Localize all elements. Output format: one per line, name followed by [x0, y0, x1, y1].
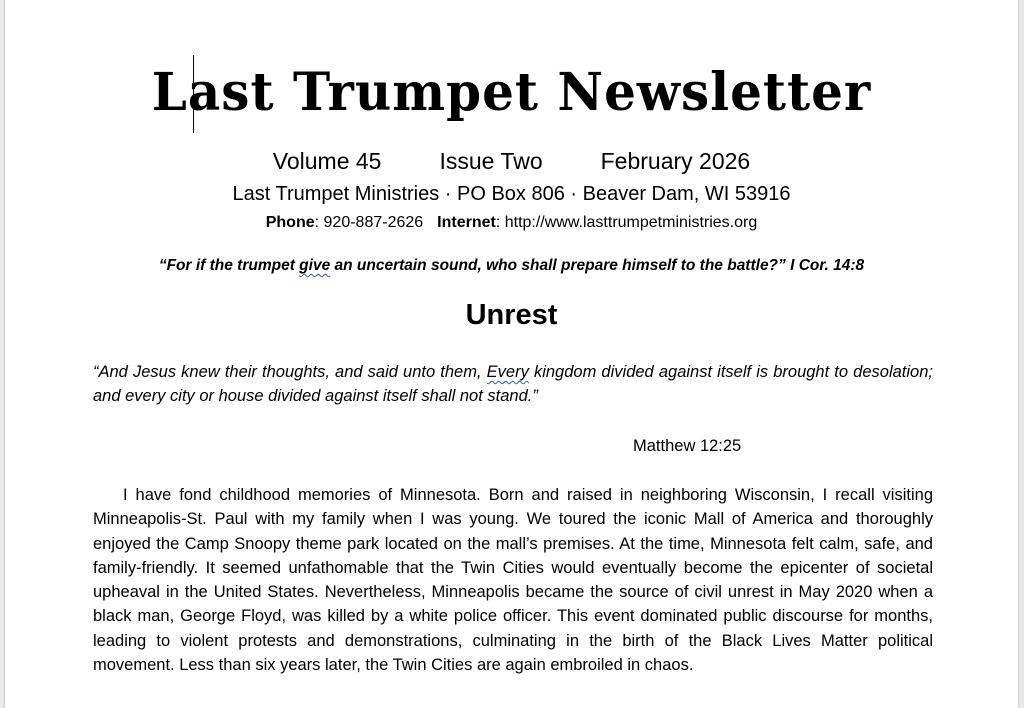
epigraph-text-end: kingdom divided against itself is brought to desolation; and every city or house divided against itself shall not stand.”	[93, 363, 933, 405]
ministry-address: Last Trumpet Ministries · PO Box 806 · Beaver Dam, WI 53916	[232, 183, 791, 205]
volume-label: Volume 45	[272, 148, 382, 174]
phone-number: : 920-887-2626	[314, 214, 424, 231]
newsletter-masthead: Last Trumpet Newsletter	[151, 60, 872, 123]
date-label: February 2026	[600, 148, 751, 174]
phone-label: Phone	[265, 214, 315, 231]
motto-text-start: “For if the trumpet	[158, 257, 300, 274]
internet-label: Internet	[437, 214, 496, 231]
spellcheck-flag-give[interactable]: give	[299, 257, 331, 274]
body-paragraph: I have fond childhood memories of Minnesota. Born and raised in neighboring Wisconsin, I recall visiting Minneapolis-St. Paul with my family when I was young. We toured the iconic Mall of America and thoroughly enjoyed the Camp Snoopy theme park located on the mall’s premises. At the time, Minnesota felt calm, safe, and family-friendly. It seemed unfathomable that the Twin Cities would eventually become the epicenter of societal upheaval in the United States. Nevertheless, Minneapolis became the source of civil unrest in May 2020 when a black man, George Floyd, was killed by a white police officer. This event dominated public discourse for months, leading to violent protests and demonstrations, culminating in the birth of the Black Lives Matter political movement. Less than six years later, the Twin Cities are again embroiled in chaos.	[93, 486, 933, 675]
issue-line	[5, 146, 1018, 176]
epigraph-text-start: “And Jesus knew their thoughts, and said unto them,	[93, 363, 487, 381]
document-page[interactable]	[4, 0, 1019, 708]
epigraph-quote	[93, 360, 933, 408]
spellcheck-flag-every[interactable]: Every	[486, 363, 529, 381]
motto-text-end: an uncertain sound, who shall prepare himself to the battle?” I Cor. 14:8	[330, 257, 865, 274]
issue-label: Issue Two	[439, 148, 543, 174]
scripture-reference: Matthew 12:25	[633, 437, 742, 455]
website-url: : http://www.lasttrumpetministries.org	[495, 214, 758, 231]
article-title: Unrest	[465, 299, 558, 331]
contact-line	[5, 212, 1018, 234]
article-body	[93, 483, 933, 677]
motto-verse	[5, 256, 1018, 276]
